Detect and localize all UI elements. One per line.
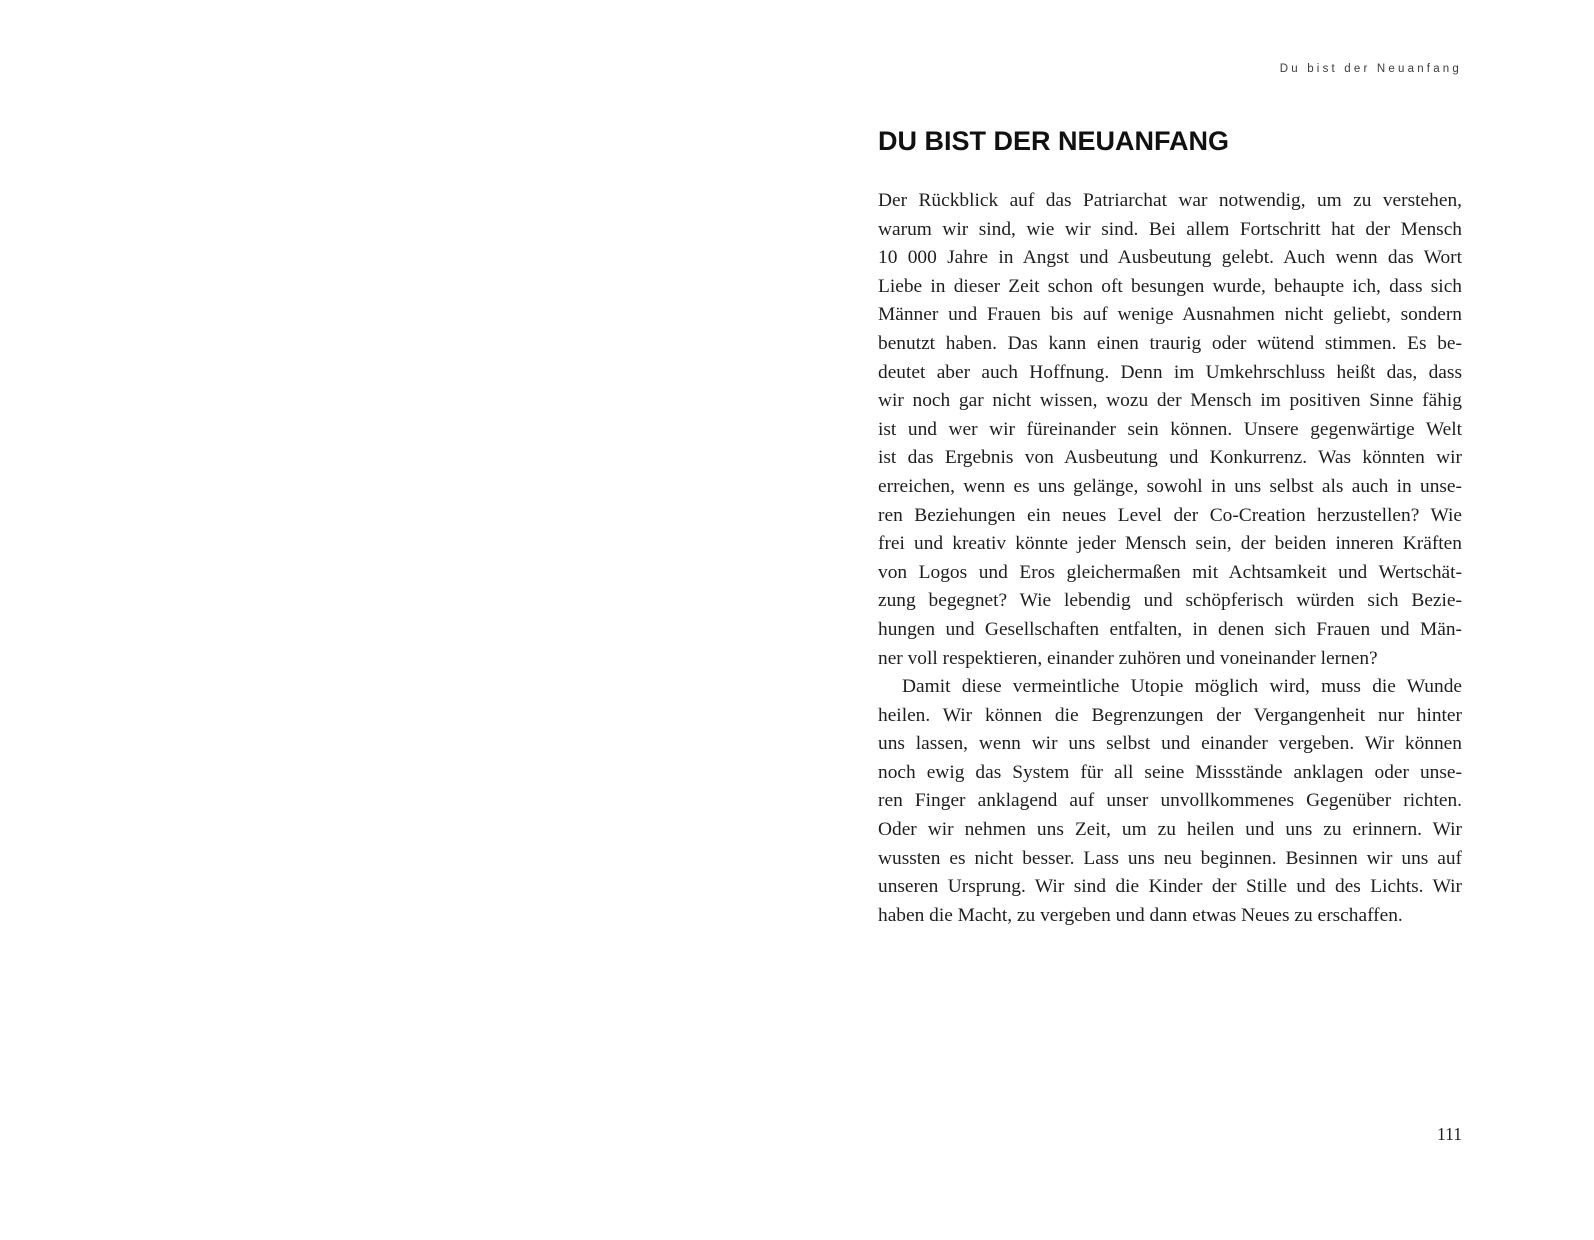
page-number: 111 (1437, 1124, 1462, 1144)
text-line: hungen und Gesellschaften entfalten, in denen sich Frauen und Män- (878, 618, 1462, 640)
text-line: warum wir sind, wie wir sind. Bei allem Fortschritt hat der Mensch (878, 218, 1462, 240)
text-line: 10 000 Jahre in Angst und Ausbeutung gelebt. Auch wenn das Wort (878, 247, 1462, 269)
text-line: uns lassen, wenn wir uns selbst und einander vergeben. Wir können (878, 733, 1462, 755)
text-line: Damit diese vermeintliche Utopie möglich wird, muss die Wunde (902, 676, 1462, 698)
body-text (878, 187, 1462, 930)
text-line: von Logos und Eros gleichermaßen mit Achtsamkeit und Wertschät- (878, 561, 1462, 583)
text-line: Liebe in dieser Zeit schon oft besungen wurde, behaupte ich, dass sich (878, 275, 1462, 297)
text-column (878, 0, 1462, 1240)
text-line: deutet aber auch Hoffnung. Denn im Umkehrschluss heißt das, dass (878, 361, 1462, 383)
text-line: ist das Ergebnis von Ausbeutung und Konkurrenz. Was könnten wir (878, 447, 1462, 469)
text-line: benutzt haben. Das kann einen traurig oder wütend stimmen. Es be- (878, 332, 1462, 354)
text-line: zung begegnet? Wie lebendig und schöpferisch würden sich Bezie- (878, 590, 1462, 612)
body-paragraph (878, 673, 1462, 930)
running-header: Du bist der Neuanfang (1279, 63, 1462, 75)
text-line: unseren Ursprung. Wir sind die Kinder der Stille und des Lichts. Wir (878, 876, 1462, 898)
text-line: noch ewig das System für all seine Missstände anklagen oder unse- (878, 761, 1462, 783)
text-line: wir noch gar nicht wissen, wozu der Mensch im positiven Sinne fähig (878, 390, 1462, 412)
text-line: Der Rückblick auf das Patriarchat war notwendig, um zu verstehen, (878, 190, 1462, 211)
text-line: ner voll respektieren, einander zuhören und voneinander lernen? (878, 647, 1378, 669)
text-line: heilen. Wir können die Begrenzungen der Vergangenheit nur hinter (878, 704, 1462, 726)
text-line: Oder wir nehmen uns Zeit, um zu heilen und uns zu erinnern. Wir (878, 819, 1462, 841)
text-line: haben die Macht, zu vergeben und dann etwas Neues zu erschaffen. (878, 904, 1403, 926)
text-line: erreichen, wenn es uns gelänge, sowohl in uns selbst als auch in unse- (878, 475, 1462, 497)
chapter-heading: DU BIST DER NEUANFANG (878, 126, 1230, 156)
text-line: Männer und Frauen bis auf wenige Ausnahmen nicht geliebt, sondern (878, 304, 1462, 326)
text-line: ist und wer wir füreinander sein können. Unsere gegenwärtige Welt (878, 418, 1462, 440)
text-line: ren Beziehungen ein neues Level der Co-Creation herzustellen? Wie (878, 504, 1462, 526)
text-line: wussten es nicht besser. Lass uns neu beginnen. Besinnen wir uns auf (878, 847, 1462, 869)
text-line: frei und kreativ könnte jeder Mensch sein, der beiden inneren Kräften (878, 533, 1462, 555)
text-line: ren Finger anklagend auf unser unvollkommenes Gegenüber richten. (878, 790, 1462, 812)
body-paragraph (878, 187, 1462, 673)
